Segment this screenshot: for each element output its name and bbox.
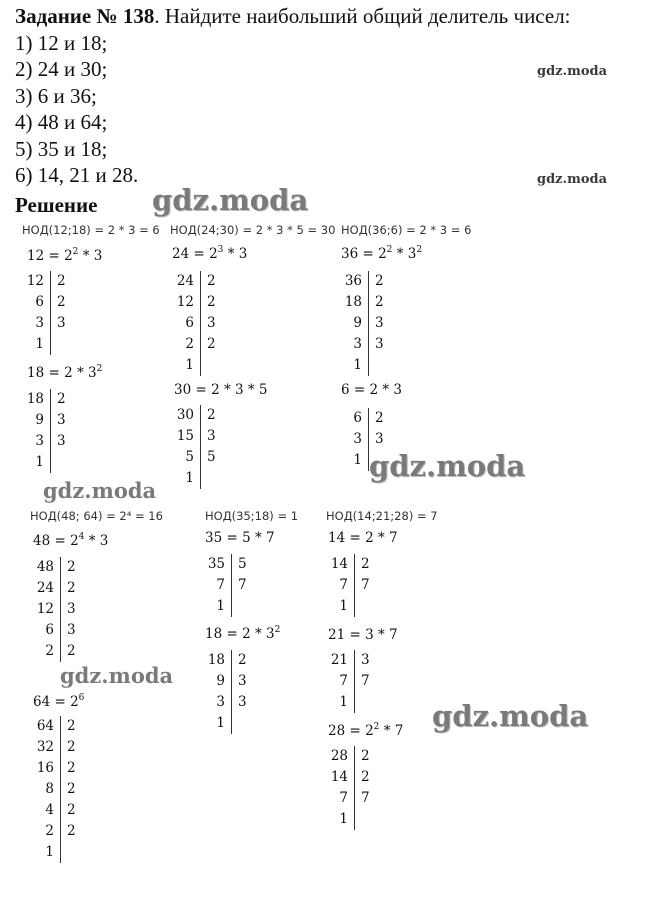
prime-divisor: 2 [67,580,76,596]
factorization-row [326,650,384,671]
division-line [60,557,61,662]
dividend: 4 [45,802,54,818]
task-statement [15,3,571,189]
prime-divisor: 2 [238,652,247,668]
dividend: 2 [185,336,194,352]
dividend: 14 [330,556,348,572]
task-item-4: 4) 48 и 64; [15,110,108,134]
dividend: 1 [353,452,362,468]
equation-24: $24 = 2^3 * 3$ [172,245,248,262]
watermark: gdz.moda [432,699,589,733]
dividend: 1 [216,598,225,614]
factorization-48 [26,557,90,662]
factorization-14 [326,554,384,617]
factorization-row [24,389,80,410]
prime-divisor: 3 [375,431,384,447]
task-item-1: 1) 12 и 18; [15,30,108,55]
task-item-3: 3) 6 и 36; [15,83,97,108]
dividend: 5 [185,449,194,465]
division-line [368,408,369,471]
equation-18: $18 = 2 * 3^2$ [27,364,103,381]
factorization-row [204,671,261,692]
factorization-row [24,431,80,452]
prime-divisor: 2 [67,739,76,755]
gcd-result-4: НОД(48; 64) = 2⁴ = 16 [30,509,163,523]
division-line [368,271,369,376]
dividend: 30 [176,407,194,423]
division-line [231,650,232,734]
factorization-row [24,313,80,334]
factorization-row [204,713,261,734]
dividend: 1 [339,811,348,827]
dividend: 3 [353,336,362,352]
dividend: 1 [45,844,54,860]
prime-divisor: 2 [361,556,370,572]
factorization-36 [338,271,398,376]
prime-divisor: 2 [67,643,76,659]
dividend: 6 [353,410,362,426]
task-item-6: 6) 14, 21 и 28. [15,163,139,187]
factorization-row [326,767,384,788]
prime-divisor: 2 [207,336,216,352]
prime-divisor: 7 [361,673,370,689]
gcd-result-6: НОД(14;21;28) = 7 [326,509,438,523]
factorization-row [24,292,80,313]
factorization-row [26,800,90,821]
prime-divisor: 3 [375,336,384,352]
watermark: gdz.moda [537,172,608,187]
dividend: 2 [45,643,54,659]
factorization-row [326,788,384,809]
watermark: gdz.moda [43,478,157,503]
dividend: 2 [45,823,54,839]
gcd-result-1: НОД(12;18) = 2 * 3 = 6 [22,223,160,237]
dividend: 24 [36,580,54,596]
prime-divisor: 2 [57,294,66,310]
factorization-row [326,746,384,767]
watermark: gdz.moda [152,183,309,217]
watermark: gdz.moda [537,64,608,79]
prime-divisor: 2 [207,294,216,310]
solution-heading: Решение [15,193,98,217]
prime-divisor: 2 [67,760,76,776]
prime-divisor: 2 [375,294,384,310]
prime-divisor: 7 [238,577,247,593]
prime-divisor: 3 [57,433,66,449]
prime-divisor: 2 [361,748,370,764]
prime-divisor: 2 [67,718,76,734]
factorization-row [26,599,90,620]
gcd-result-5: НОД(35;18) = 1 [205,509,299,523]
factorization-row [26,578,90,599]
factorization-row [24,452,80,473]
task-item-5: 5) 35 и 18; [15,136,108,161]
gcd-result-3: НОД(36;6) = 2 * 3 = 6 [341,223,472,237]
factorization-row [24,334,80,355]
prime-divisor: 3 [361,652,370,668]
prime-divisor: 2 [361,769,370,785]
task-title: Задание № 138 [15,4,155,28]
dividend: 9 [216,673,225,689]
dividend: 6 [185,315,194,331]
prime-divisor: 2 [207,407,216,423]
prime-divisor: 3 [238,694,247,710]
factorization-row [326,692,384,713]
factorization-row [24,271,80,292]
factorization-row [26,821,90,842]
task-prompt: . Найдите наибольший общий делитель чисел: [154,4,571,28]
dividend: 6 [45,622,54,638]
division-line [231,554,232,617]
prime-divisor: 3 [207,315,216,331]
gcd-result-2: НОД(24;30) = 2 * 3 * 5 = 30 [170,223,336,237]
factorization-row [26,758,90,779]
factorization-row [326,671,384,692]
prime-divisor: 5 [207,449,216,465]
dividend: 12 [26,273,44,289]
dividend: 1 [35,336,44,352]
dividend: 24 [176,273,194,289]
dividend: 1 [185,470,194,486]
factorization-row [26,779,90,800]
dividend: 7 [339,790,348,806]
factorization-row [26,557,90,578]
prime-divisor: 2 [67,781,76,797]
factorization-28 [326,746,384,830]
factorization-row [24,410,80,431]
division-line [354,746,355,830]
dividend: 16 [36,760,54,776]
dividend: 32 [36,739,54,755]
prime-divisor: 2 [67,823,76,839]
factorization-64 [26,716,90,863]
prime-divisor: 3 [57,412,66,428]
factorization-row [204,554,261,575]
factorization-35 [204,554,261,617]
division-line [354,650,355,713]
prime-divisor: 2 [67,802,76,818]
prime-divisor: 2 [375,273,384,289]
factorization-row [26,620,90,641]
dividend: 3 [216,694,225,710]
task-heading [15,3,571,30]
prime-divisor: 7 [361,790,370,806]
dividend: 12 [176,294,194,310]
dividend: 7 [339,577,348,593]
factorization-12 [24,271,80,355]
equation-12: $12 = 2^2 * 3$ [27,247,103,264]
prime-divisor: 2 [57,391,66,407]
dividend: 48 [36,559,54,575]
division-line [200,405,201,489]
factorization-row [26,737,90,758]
prime-divisor: 3 [67,601,76,617]
dividend: 12 [36,601,54,617]
prime-divisor: 3 [67,622,76,638]
equation-36: $36 = 2^2 * 3^2$ [341,245,423,262]
dividend: 21 [330,652,348,668]
factorization-row [326,554,384,575]
factorization-21 [326,650,384,713]
factorization-18 [24,389,80,473]
dividend: 28 [330,748,348,764]
factorization-24 [170,271,230,376]
prime-divisor: 3 [238,673,247,689]
prime-divisor: 2 [57,273,66,289]
prime-divisor: 5 [238,556,247,572]
equation-35: 35 = 5 * 7 [205,530,275,546]
division-line [200,271,201,376]
factorization-row [26,842,90,863]
dividend: 1 [216,715,225,731]
division-line [354,554,355,617]
factorization-row [204,692,261,713]
division-line [50,389,51,473]
dividend: 18 [26,391,44,407]
factorization-30 [170,405,230,489]
dividend: 1 [185,357,194,373]
dividend: 6 [35,294,44,310]
dividend: 1 [339,598,348,614]
dividend: 35 [207,556,225,572]
dividend: 1 [353,357,362,373]
factorization-row [326,575,384,596]
dividend: 18 [344,294,362,310]
task-item-2: 2) 24 и 30; [15,57,108,81]
division-line [60,716,61,863]
dividend: 3 [353,431,362,447]
dividend: 7 [216,577,225,593]
factorization-row [26,641,90,662]
dividend: 64 [36,718,54,734]
dividend: 15 [176,428,194,444]
dividend: 8 [45,781,54,797]
dividend: 14 [330,769,348,785]
equation-14: 14 = 2 * 7 [328,530,398,546]
prime-divisor: 2 [67,559,76,575]
prime-divisor: 2 [207,273,216,289]
factorization-row [204,575,261,596]
prime-divisor: 3 [207,428,216,444]
prime-divisor: 2 [375,410,384,426]
division-line [50,271,51,355]
factorization-row [326,809,384,830]
dividend: 7 [339,673,348,689]
equation-21: 21 = 3 * 7 [328,627,398,643]
dividend: 3 [35,433,44,449]
dividend: 1 [339,694,348,710]
prime-divisor: 7 [361,577,370,593]
equation-28: $28 = 2^2 * 7$ [328,722,404,739]
factorization-row [204,596,261,617]
equation-30: 30 = 2 * 3 * 5 [174,382,268,398]
equation-64: $64 = 2^6$ [33,693,85,710]
factorization-6 [338,408,398,471]
equation-48: $48 = 2^4 * 3$ [33,532,109,549]
dividend: 18 [207,652,225,668]
equation-6: 6 = 2 * 3 [341,382,402,398]
factorization-row [26,716,90,737]
dividend: 9 [353,315,362,331]
dividend: 1 [35,454,44,470]
factorization-18b [204,650,261,734]
prime-divisor: 3 [375,315,384,331]
watermark: gdz.moda [369,449,526,483]
dividend: 9 [35,412,44,428]
prime-divisor: 3 [57,315,66,331]
factorization-row [326,596,384,617]
dividend: 3 [35,315,44,331]
equation-18b: $18 = 2 * 3^2$ [205,625,281,642]
factorization-row [204,650,261,671]
watermark: gdz.moda [60,663,174,688]
dividend: 36 [344,273,362,289]
